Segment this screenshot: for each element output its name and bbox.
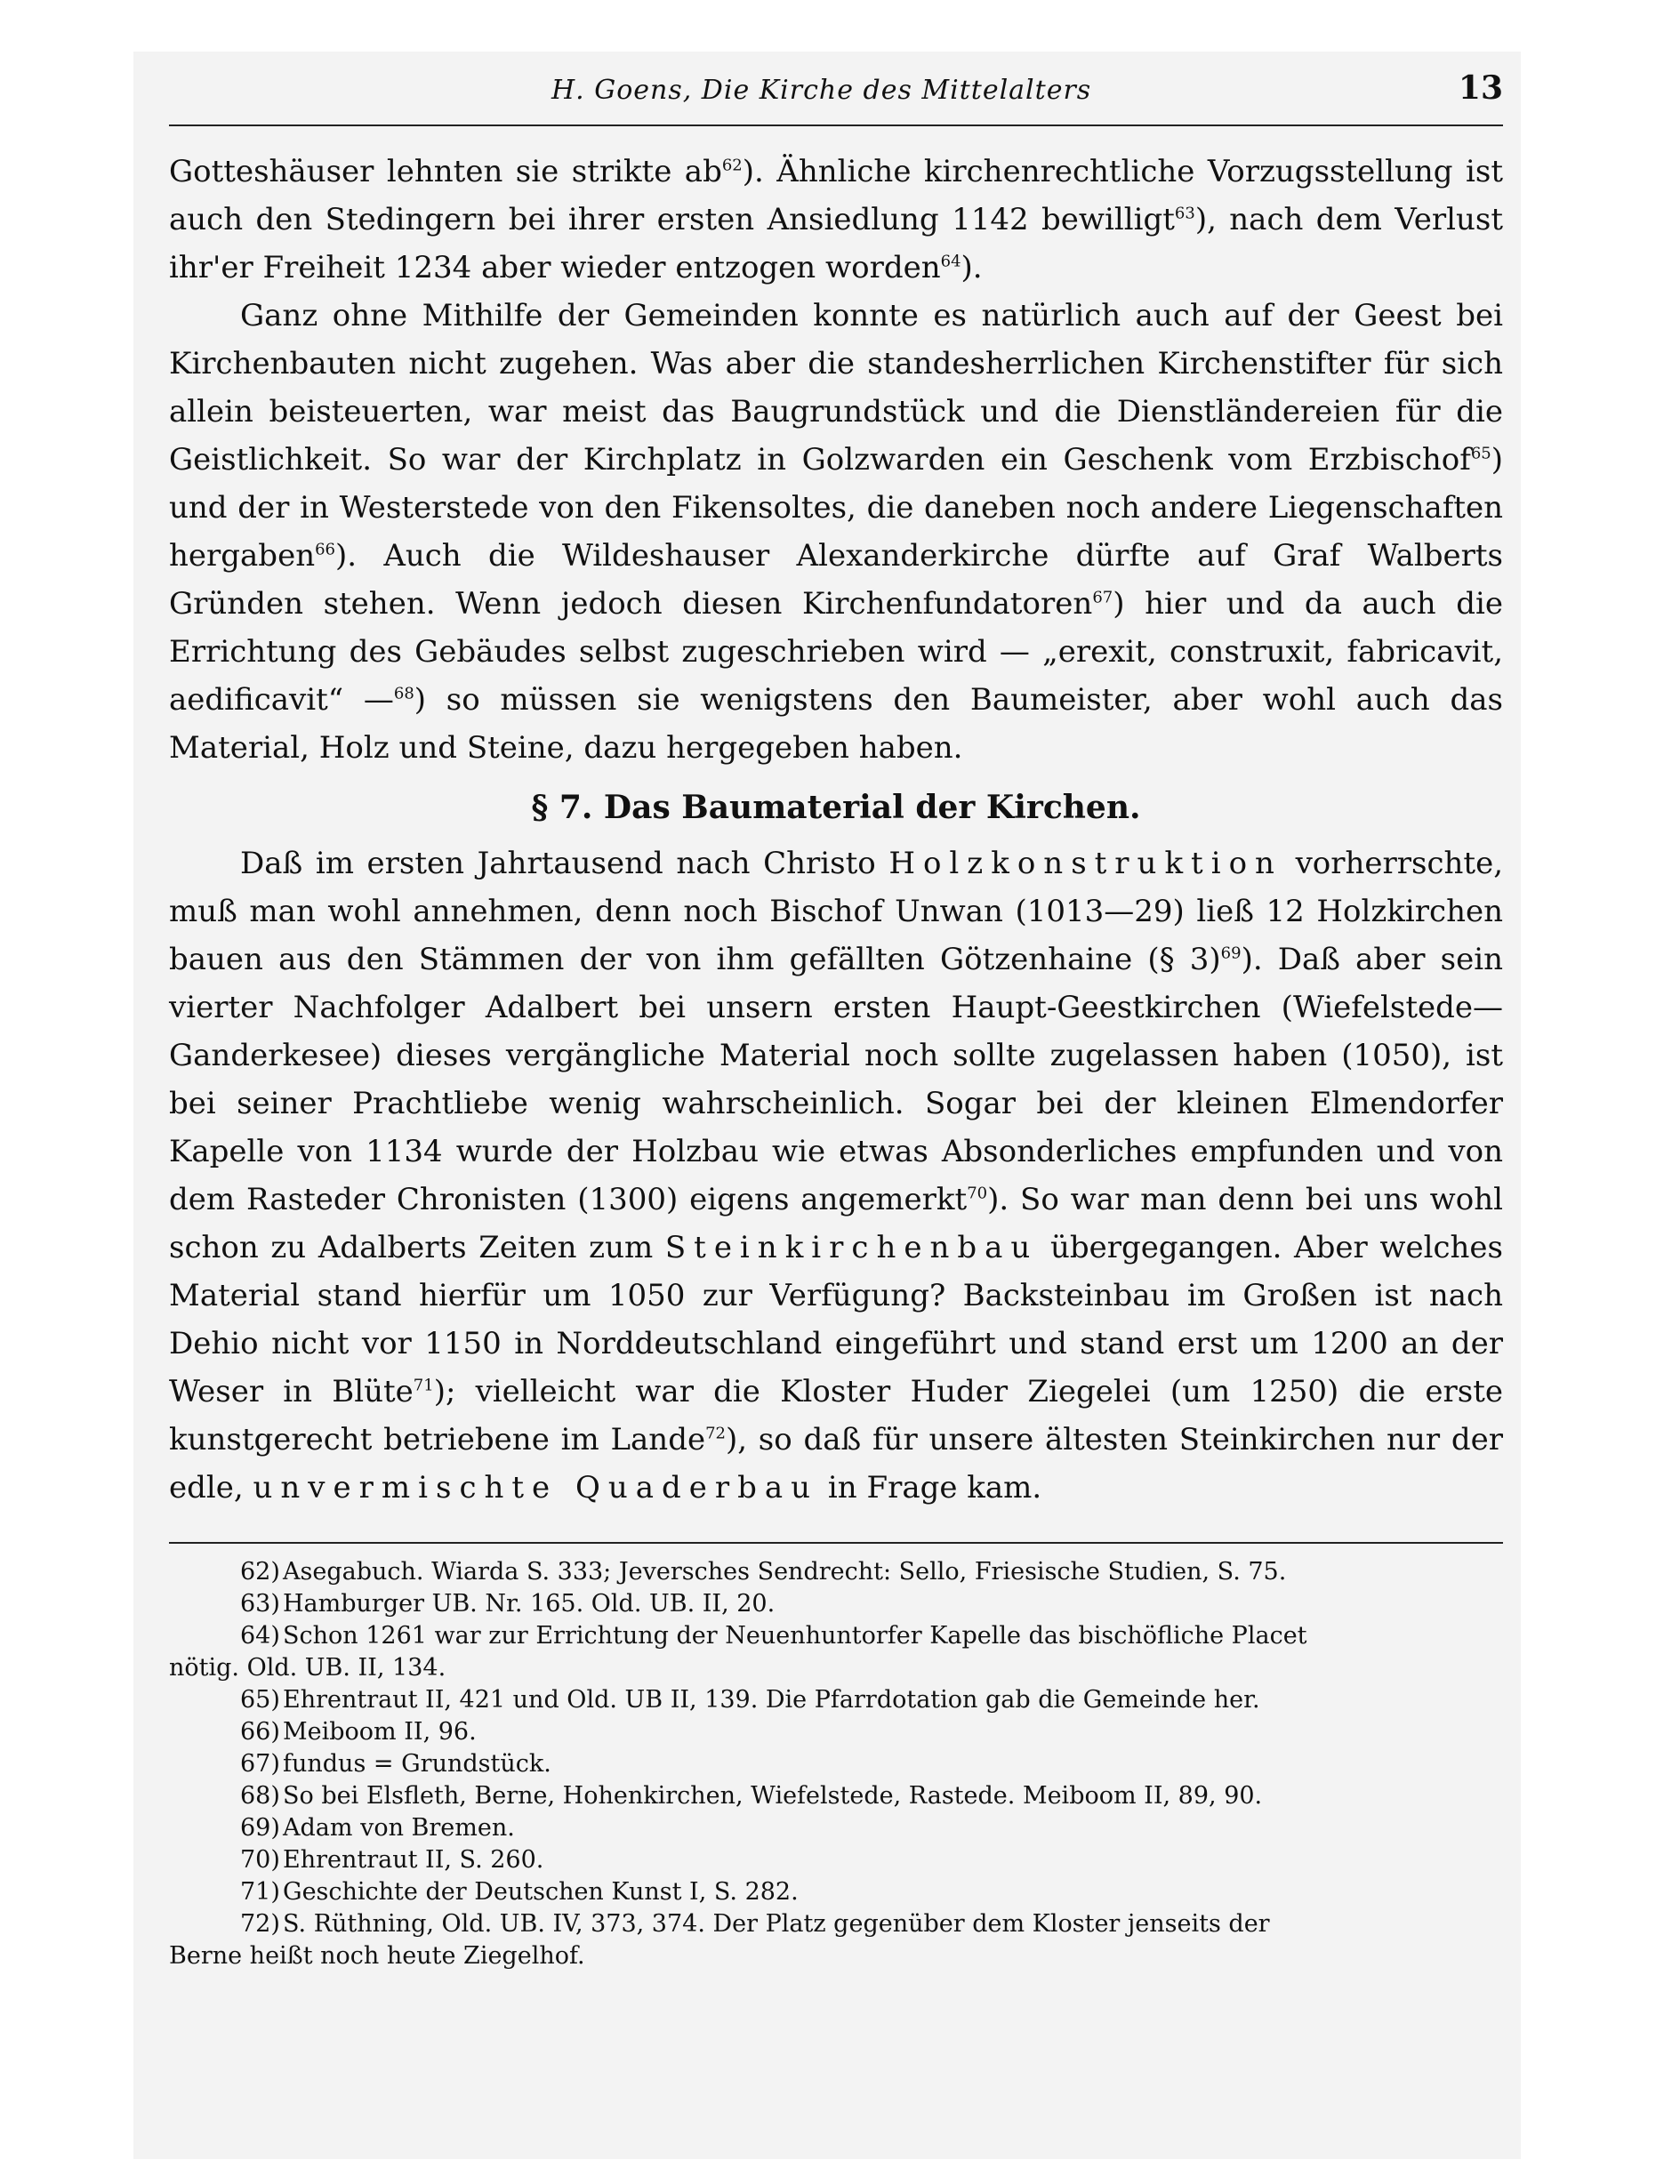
footnote-text: fundus = Grundstück. [283,1750,551,1778]
text-run: Ganz ohne Mithilfe der Gemeinden konnte es natürlich auch auf der Geest bei Kirchenbauten nicht zugehen. Was aber die standesherrlichen Kirchenstifter für sich allein beisteuerten, war meist das Baugrundstück und die Dienstländereien für die Geistlichkeit. So war der Kirchplatz in Golzwarden ein Geschenk vom Erzbischof [169,298,1503,478]
paragraph [169,148,1503,292]
footnote [169,1876,1503,1908]
footnote [169,1588,1503,1620]
text-run: Gotteshäuser lehnten sie strikte ab [169,154,722,189]
footnote-mark: 63) [240,1590,280,1618]
text-run: ); vielleicht war die Kloster Huder Ziegelei (um 1250) die erste kunstgerecht betriebene im Lande [169,1374,1503,1457]
text-run: ), nach dem Verlust ihr'er Freiheit 1234 aber wieder entzogen worden [169,202,1503,285]
text-run: ) und der in Westerstede von den Fikensoltes, die daneben noch andere Liegenschaften hergaben [169,442,1503,574]
footnote-mark: 69) [240,1814,280,1842]
text-run: ) hier und da auch die Errichtung des Gebäudes selbst zugeschrieben wird — „erexit, construxit, fabricavit, aedificavit“ — [169,586,1503,718]
footnote-mark: 68) [240,1782,280,1810]
footnote-ref: 66 [315,540,335,559]
footnote-mark: 64) [240,1622,280,1650]
footnote-ref: 71 [413,1376,434,1395]
footnote-text: Adam von Bremen. [283,1814,515,1842]
text-run: Daß im ersten Jahrtausend nach Christo [240,846,889,881]
footnote [169,1812,1503,1844]
text-run: ). So war man denn bei uns wohl schon zu Adalberts Zeiten zum [169,1182,1503,1265]
footnote-ref: 69 [1220,943,1242,963]
footnote [169,1716,1503,1748]
footnote [169,1844,1503,1876]
footnote-continuation: nötig. Old. UB. II, 134. [169,1654,446,1682]
text-run: übergegangen. Aber welches Material stand hierfür um 1050 zur Verfügung? Backsteinbau im Großen ist nach Dehio nicht vor 1150 in Norddeutschland eingeführt und stand erst um 1200 an der Weser in Blüte [169,1230,1504,1409]
text-run: ). Ähnliche kirchenrechtliche Vorzugsstellung ist auch den Stedingern bei ihrer ersten Ansiedlung 1142 bewilligt [169,154,1504,237]
footnote-text: Asegabuch. Wiarda S. 333; Jeversches Sendrecht: Sello, Friesische Studien, S. 75. [283,1558,1287,1586]
footnote-mark: 62) [240,1558,280,1586]
section-heading: § 7. Das Baumaterial der Kirchen. [531,789,1141,826]
footnote-mark: 72) [240,1910,280,1938]
footnote-text: S. Rüthning, Old. UB. IV, 373, 374. Der Platz gegenüber dem Kloster jenseits der [283,1910,1270,1938]
paragraph [169,839,1503,1512]
emphasized-text: unvermischte Quaderbau [253,1470,819,1506]
text-run: in Frage kam. [818,1470,1042,1506]
text-run: ). Daß aber sein vierter Nachfolger Adalbert bei unsern ersten Haupt-Geestkirchen (Wiefelstede—Ganderkesee) dieses vergängliche Material noch sollte zugelassen haben (1050), ist bei seiner Prachtliebe wenig wahrscheinlich. Sogar bei der kleinen Elmendorfer Kapelle von 1134 wurde der Holzbau wie etwas Absonderliches empfunden und von dem Rasteder Chronisten (1300) eigens angemerkt [169,942,1503,1217]
page-number: 13 [1458,69,1503,107]
text-run: ). [961,250,983,285]
footnote-ref: 68 [393,684,414,703]
text-run: ), so daß für unsere ältesten Steinkirchen nur der edle, [169,1422,1503,1506]
footnote-text: Hamburger UB. Nr. 165. Old. UB. II, 20. [283,1590,776,1618]
footnote-ref: 63 [1174,204,1195,223]
footnote [169,1908,1503,1940]
footnote-text: Ehrentraut II, 421 und Old. UB II, 139. Die Pfarrdotation gab die Gemeinde her. [283,1686,1260,1714]
footnote-divider [169,1542,1503,1544]
footnote [169,1748,1503,1780]
footnote-mark: 71) [240,1878,280,1906]
document-page [169,62,1503,1972]
footnote-ref: 67 [1092,588,1113,607]
text-run: ) so müssen sie wenigstens den Baumeister, aber wohl auch das Material, Holz und Steine, dazu hergegeben haben. [169,682,1503,766]
running-title: H. Goens, Die Kirche des Mittelalters [551,75,1092,106]
footnote-mark: 65) [240,1686,280,1714]
footnote-ref: 65 [1470,444,1491,463]
footnote-mark: 70) [240,1846,280,1874]
footnote-mark: 67) [240,1750,280,1778]
footnote-ref: 72 [705,1424,726,1443]
footnote-continuation: Berne heißt noch heute Ziegelhof. [169,1942,585,1970]
footnote-text: Schon 1261 war zur Errichtung der Neuenhuntorfer Kapelle das bischöfliche Placet [283,1622,1307,1650]
footnote-ref: 62 [721,156,743,175]
footnote [169,1684,1503,1716]
footnote-mark: 66) [240,1718,280,1746]
body-text [169,148,1503,1512]
text-run: ). Auch die Wildeshauser Alexanderkirche dürfte auf Graf Walberts Gründen stehen. Wenn jedoch diesen Kirchenfundatoren [169,538,1503,622]
footnote-ref: 64 [940,252,961,271]
paragraph [169,292,1503,772]
text-run: vorherrschte, muß man wohl annehmen, denn noch Bischof Unwan (1013—29) ließ 12 Holzkirchen bauen aus den Stämmen der von ihm gefällten Götzenhaine (§ 3) [169,846,1504,977]
footnotes [169,1556,1503,1972]
footnote-text: Meiboom II, 96. [283,1718,477,1746]
emphasized-text: Steinkirchenbau [664,1230,1039,1265]
footnote-ref: 70 [967,1184,988,1203]
footnote-text: Geschichte der Deutschen Kunst I, S. 282. [283,1878,799,1906]
footnote [169,1556,1503,1588]
emphasized-text: Holzkonstruktion [888,846,1282,881]
footnote-text: So bei Elsfleth, Berne, Hohenkirchen, Wiefelstede, Rastede. Meiboom II, 89, 90. [283,1782,1263,1810]
footnote [169,1780,1503,1812]
footnote-text: Ehrentraut II, S. 260. [283,1846,544,1874]
running-header [169,62,1503,126]
footnote [169,1620,1503,1652]
